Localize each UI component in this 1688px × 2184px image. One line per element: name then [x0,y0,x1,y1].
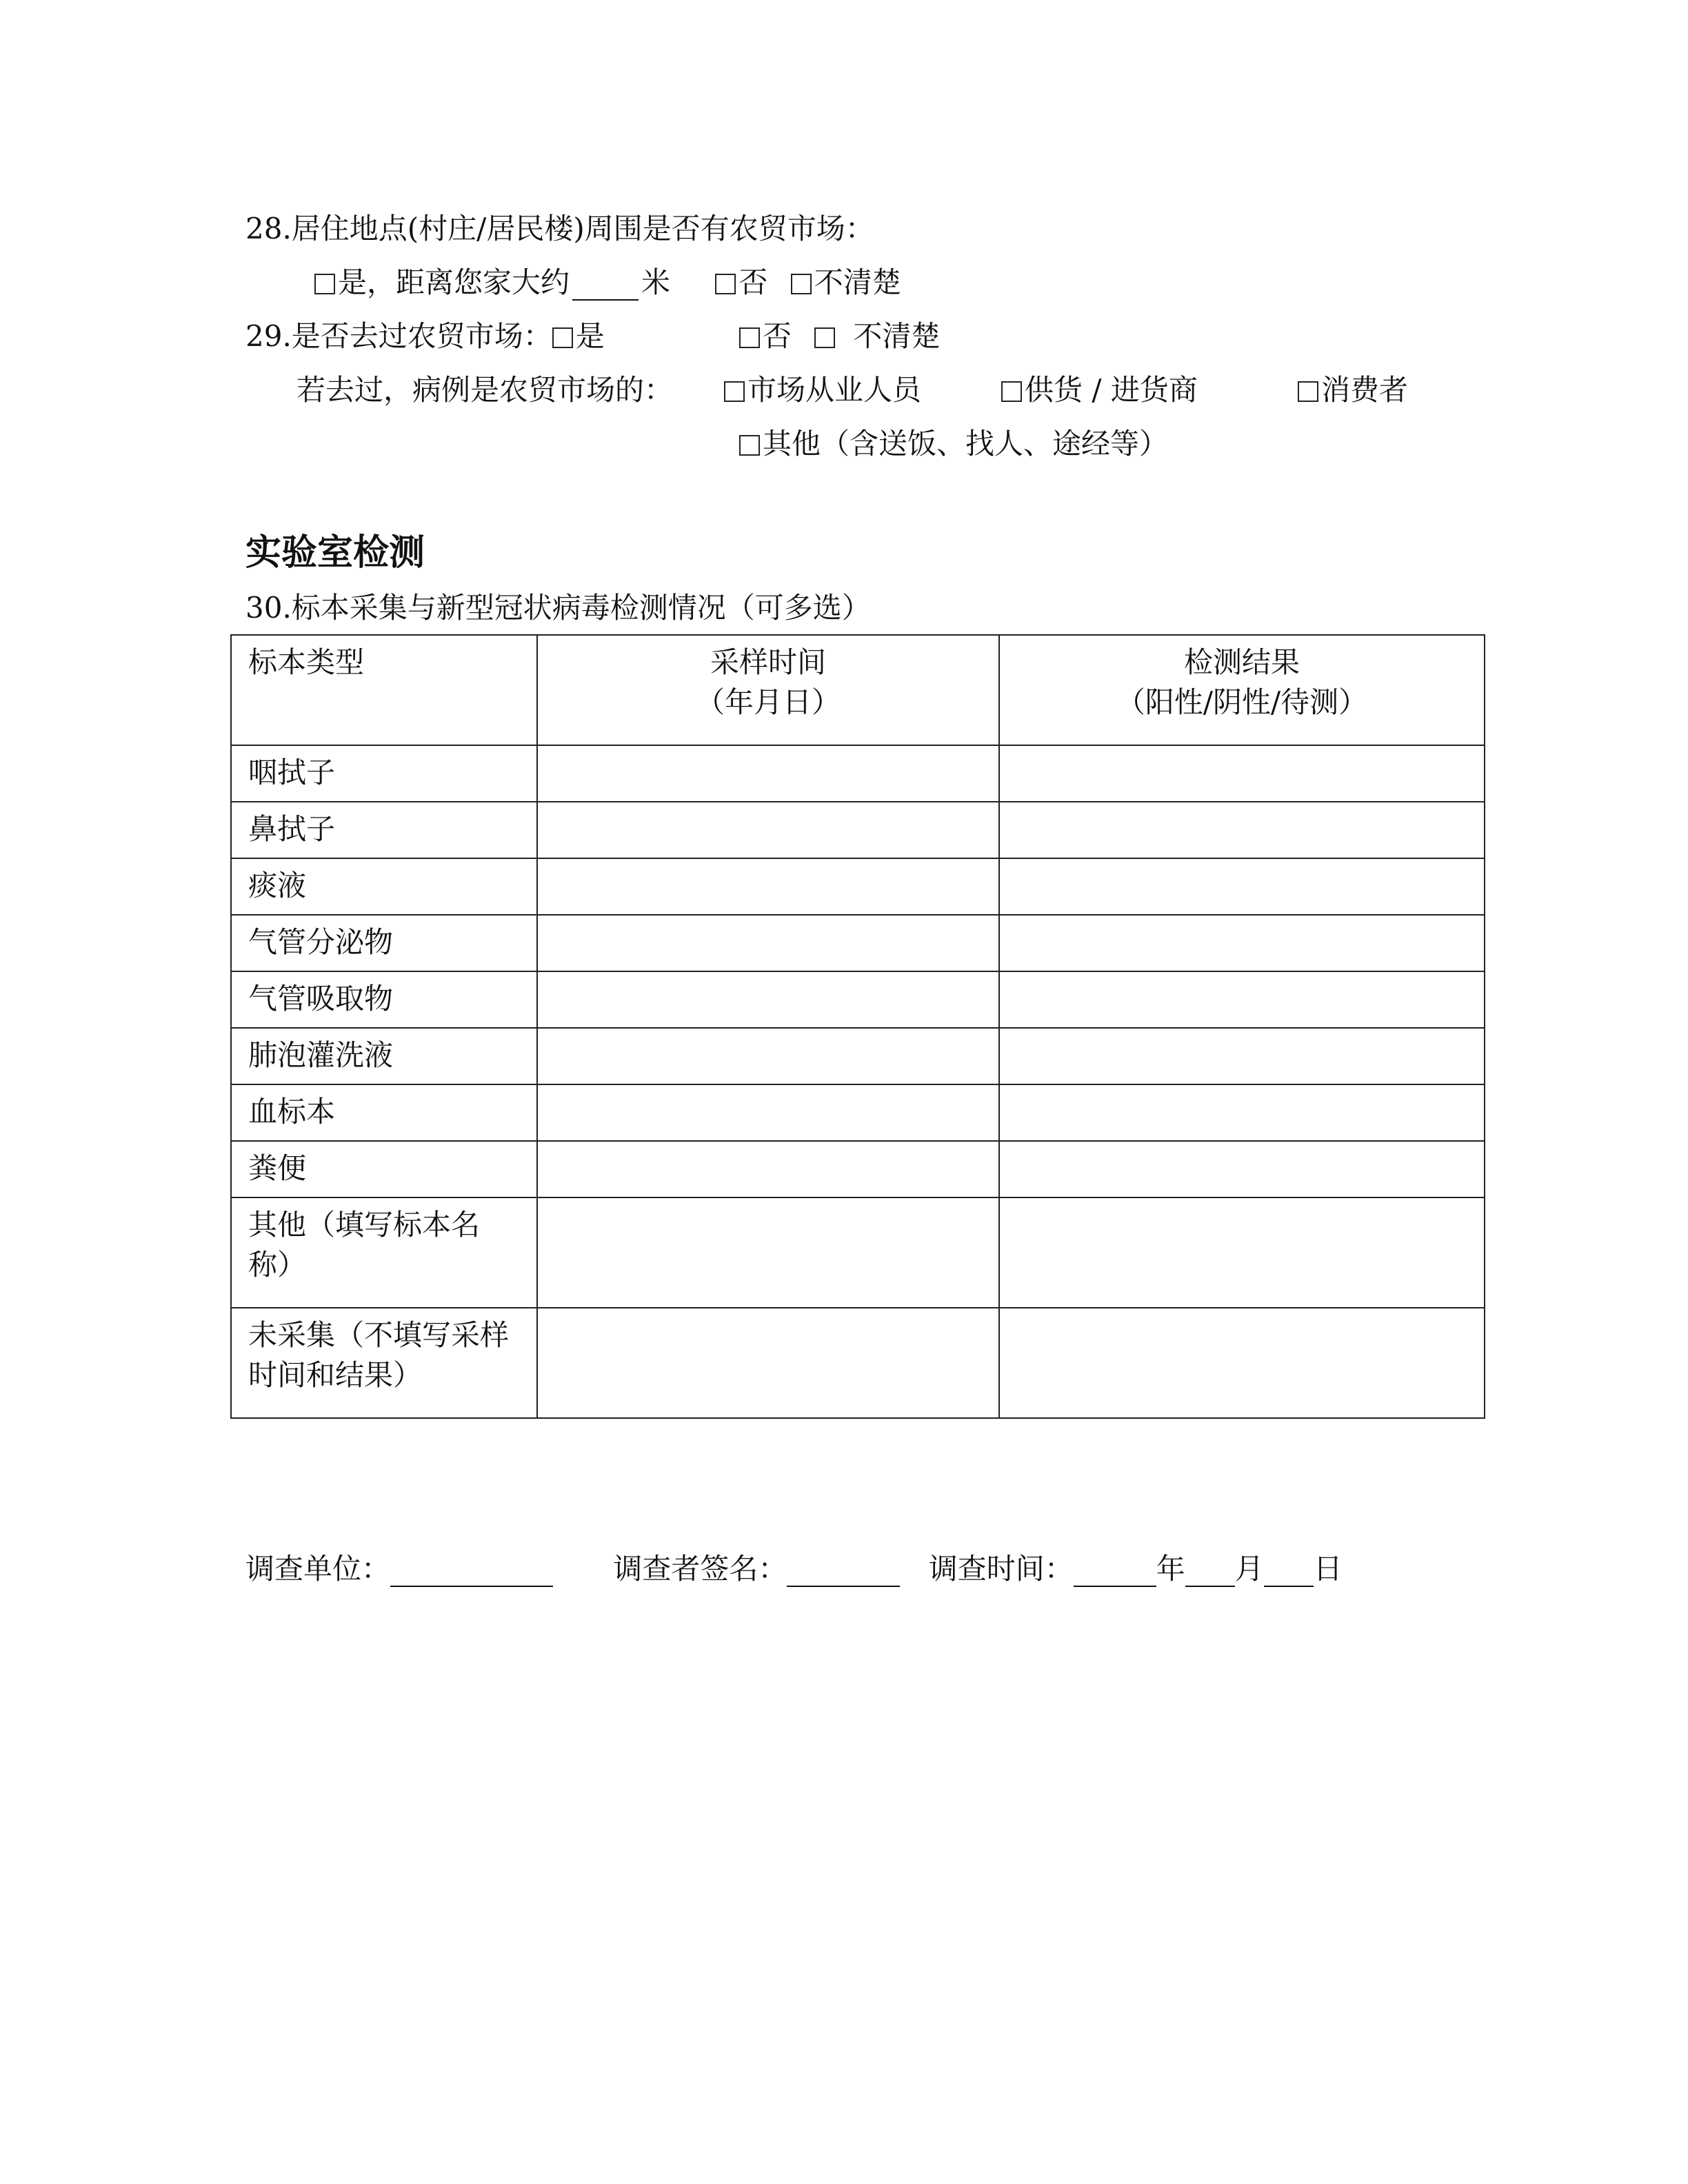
q29-followup: 若去过，病例是农贸市场的： [297,373,674,407]
result-cell[interactable] [999,1308,1485,1418]
q29-question: 29.是否去过农贸市场： [245,319,552,353]
q29-role-other-checkbox[interactable] [739,435,760,456]
q28-distance-field[interactable] [572,273,639,301]
q28-no-checkbox[interactable] [715,274,736,294]
table-row [231,1084,1485,1141]
q29-yes-label: 是 [575,319,605,353]
table-row [231,1028,1485,1084]
investigator-field[interactable] [787,1559,900,1587]
header-sample-time-line1: 采样时间 [710,645,826,679]
table-row [231,802,1485,858]
header-test-result [999,635,1485,745]
sample-time-cell[interactable] [537,858,999,915]
result-cell[interactable] [999,745,1485,802]
sample-time-cell[interactable] [537,745,999,802]
sample-time-cell[interactable] [537,1028,999,1084]
q29-role-2 [1001,372,1198,408]
unit-label: 调查单位： [245,1552,391,1586]
specimen-label: 气管吸取物 [231,971,537,1028]
sample-time-cell[interactable] [537,1141,999,1197]
specimen-label: 未采集（不填写采样时间和结果） [231,1308,537,1418]
q29-no-checkbox[interactable] [739,327,760,348]
day-label: 日 [1313,1552,1343,1586]
specimen-label: 咽拭子 [231,745,537,802]
result-cell[interactable] [999,915,1485,971]
unit-field[interactable] [390,1559,553,1587]
result-cell[interactable] [999,1084,1485,1141]
year-field[interactable] [1074,1559,1156,1587]
sample-time-cell[interactable] [537,971,999,1028]
q29-unknown-checkbox[interactable] [814,327,835,348]
sample-time-cell[interactable] [537,1308,999,1418]
q29-role-other [739,426,1168,462]
q30-question: 30.标本采集与新型冠状病毒检测情况（可多选） [245,591,871,625]
q28-yes-unit: 米 [641,265,671,299]
signature-row [245,1551,1343,1587]
table-row [231,745,1485,802]
q29-row [245,318,605,354]
q28-question: 28.居住地点(村庄/居民楼)周围是否有农贸市场： [245,212,874,245]
specimen-label: 血标本 [231,1084,537,1141]
specimen-label: 肺泡灌洗液 [231,1028,537,1084]
q29-role-1 [724,372,921,408]
q29-role-3 [1298,372,1408,408]
q29-role-1-label: 市场从业人员 [747,373,922,407]
result-cell[interactable] [999,802,1485,858]
q29-role-3-checkbox[interactable] [1298,381,1318,402]
month-label: 月 [1234,1552,1264,1586]
q28-no-label: 否 [738,265,768,299]
q29-role-2-checkbox[interactable] [1001,381,1022,402]
result-cell[interactable] [999,858,1485,915]
table-row [231,1308,1485,1418]
table-row [231,858,1485,915]
specimen-label: 鼻拭子 [231,802,537,858]
investigator-label: 调查者签名： [613,1552,787,1586]
table-row [231,915,1485,971]
header-test-result-line1: 检测结果 [1183,645,1300,679]
section-title: 实验室检测 [245,532,425,574]
header-sample-time-line2: （年月日） [695,685,841,719]
sample-time-cell[interactable] [537,802,999,858]
q28-unknown-label: 不清楚 [814,265,901,299]
result-cell[interactable] [999,1028,1485,1084]
sample-time-cell[interactable] [537,1084,999,1141]
header-sample-time [537,635,999,745]
q28-yes-checkbox[interactable] [314,274,335,294]
q29-row-other-options [739,318,940,354]
q29-yes-checkbox[interactable] [552,327,573,348]
header-test-result-line2: （阳性/阴性/待测） [1116,685,1368,719]
table-row [231,971,1485,1028]
specimen-label: 痰液 [231,858,537,915]
q29-role-2-label: 供货 / 进货商 [1025,373,1198,407]
table-row [231,1141,1485,1197]
q29-unknown-label: 不清楚 [853,319,941,353]
table-header-row [231,635,1485,745]
q28-unknown-checkbox[interactable] [791,274,812,294]
sample-time-cell[interactable] [537,1197,999,1308]
q29-role-1-checkbox[interactable] [724,381,745,402]
sample-time-cell[interactable] [537,915,999,971]
time-label: 调查时间： [928,1552,1074,1586]
q28-yes-label: 是，距离您家大约 [338,265,570,299]
result-cell[interactable] [999,971,1485,1028]
q29-role-other-label: 其他（含送饭、找人、途经等） [763,427,1169,461]
header-specimen-type: 标本类型 [231,635,537,745]
specimen-label: 其他（填写标本名称） [231,1197,537,1308]
specimen-label: 气管分泌物 [231,915,537,971]
specimen-label: 粪便 [231,1141,537,1197]
q29-role-3-label: 消费者 [1321,373,1409,407]
q29-no-label: 否 [763,319,792,353]
result-cell[interactable] [999,1141,1485,1197]
q28-options [314,265,901,301]
table-row [231,1197,1485,1308]
result-cell[interactable] [999,1197,1485,1308]
year-label: 年 [1156,1552,1185,1586]
specimen-table [230,634,1485,1419]
day-field[interactable] [1264,1559,1314,1587]
month-field[interactable] [1185,1559,1235,1587]
